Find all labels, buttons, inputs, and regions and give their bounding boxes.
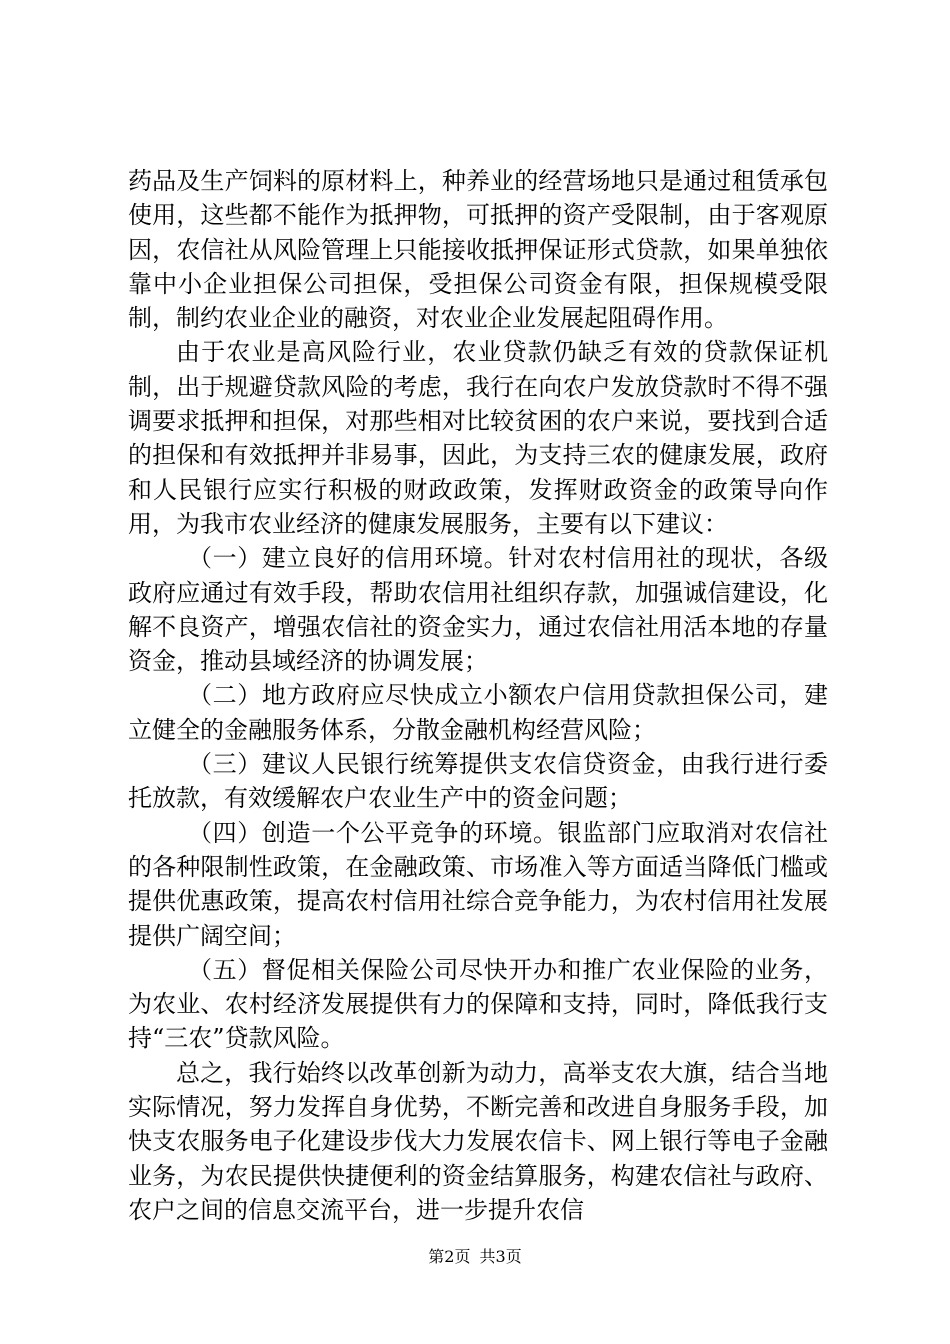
paragraph-risk-mechanism: 由于农业是高风险行业，农业贷款仍缺乏有效的贷款保证机制，出于规避贷款风险的考虑，我行在向农户发放贷款时不得不强调要求抵押和担保，对那些相对比较贫困的农户来说，要找到合适的担保和有效抵押并非易事，因此，为支持三农的健康发展，政府和人民银行应实行积极的财政政策，发挥财政资金的政策导向作用，为我市农业经济的健康发展服务，主要有以下建议：	[128, 338, 828, 538]
paragraph-suggestion-4: （四）创造一个公平竞争的环境。银监部门应取消对农信社的各种限制性政策，在金融政策、市场准入等方面适当降低门槛或提供优惠政策，提高农村信用社综合竞争能力，为农村信用社发展提供广阔空间；	[128, 818, 828, 950]
paragraph-suggestion-1: （一）建立良好的信用环境。针对农村信用社的现状，各级政府应通过有效手段，帮助农信用社组织存款，加强诚信建设，化解不良资产，增强农信社的资金实力，通过农信社用活本地的存量资金，推动县域经济的协调发展；	[128, 544, 828, 676]
page-footer	[0, 1244, 950, 1267]
paragraph-continuation: 药品及生产饲料的原材料上，种养业的经营场地只是通过租赁承包使用，这些都不能作为抵押物，可抵押的资产受限制，由于客观原因，农信社从风险管理上只能接收抵押保证形式贷款，如果单独依靠中小企业担保公司担保，受担保公司资金有限，担保规模受限制，制约农业企业的融资，对农业企业发展起阻碍作用。	[128, 167, 828, 333]
page-total: 共3页	[479, 1247, 522, 1266]
paragraph-suggestion-2: （二）地方政府应尽快成立小额农户信用贷款担保公司，建立健全的金融服务体系，分散金融机构经营风险；	[128, 681, 828, 744]
document-body	[128, 164, 828, 1227]
paragraph-conclusion: 总之，我行始终以改革创新为动力，高举支农大旗，结合当地实际情况，努力发挥自身优势，不断完善和改进自身服务手段，加快支农服务电子化建设步伐大力发展农信卡、网上银行等电子金融业务，为农民提供快捷便利的资金结算服务，构建农信社与政府、农户之间的信息交流平台，进一步提升农信	[128, 1058, 828, 1224]
paragraph-suggestion-5: （五）督促相关保险公司尽快开办和推广农业保险的业务，为农业、农村经济发展提供有力的保障和支持，同时，降低我行支持“三农”贷款风险。	[128, 955, 828, 1053]
paragraph-suggestion-3: （三）建议人民银行统筹提供支农信贷资金，由我行进行委托放款，有效缓解农户农业生产中的资金问题；	[128, 750, 828, 813]
page-number: 第2页	[428, 1247, 471, 1266]
